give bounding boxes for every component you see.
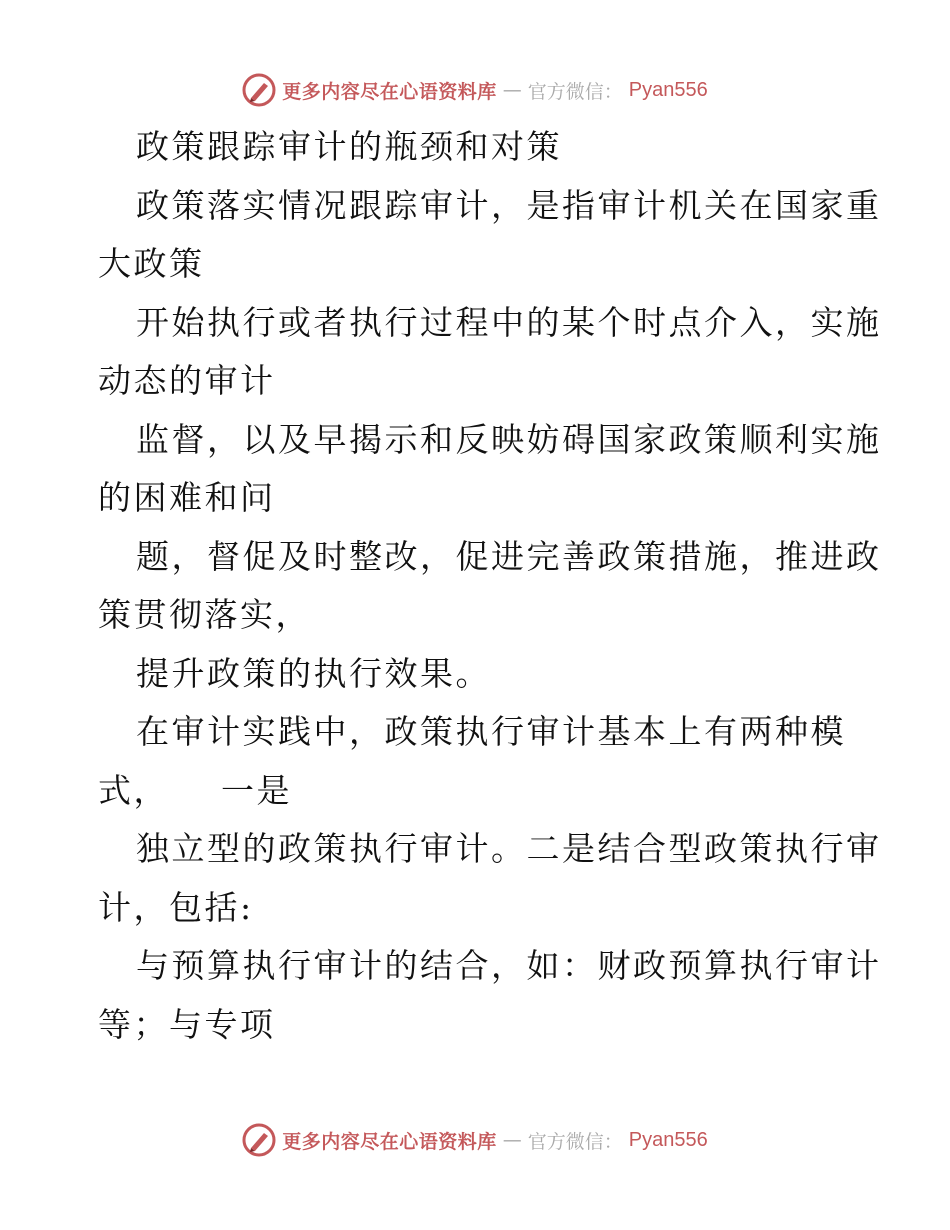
- wechat-label: 官方微信：: [527, 80, 623, 103]
- text-line: 动态的审计: [98, 361, 276, 400]
- document-body: [98, 118, 882, 1054]
- text-line: 大政策: [98, 244, 205, 283]
- banner-dash: —: [502, 1129, 522, 1151]
- text-line: 在审计实践中，政策执行审计基本上有两种模: [136, 712, 846, 751]
- header-banner: [0, 70, 950, 110]
- pen-logo-icon: [242, 1123, 276, 1157]
- text-line: 提升政策的执行效果。: [136, 653, 491, 693]
- text-line: 题，督促及时整改，促进完善政策措施，推进政: [136, 536, 882, 576]
- text-line: 监督，以及早揭示和反映妨碍国家政策顺利实施: [136, 419, 882, 459]
- text-line: 政策落实情况跟踪审计，是指审计机关在国家重: [136, 185, 882, 225]
- document-title: 政策跟踪审计的瓶颈和对策: [136, 127, 562, 166]
- wechat-label: 官方微信：: [527, 1130, 623, 1153]
- text-line: 开始执行或者执行过程中的某个时点介入，实施: [136, 302, 882, 342]
- wechat-id: Pyan556: [628, 78, 708, 101]
- banner-dash: —: [502, 79, 522, 101]
- wechat-id: Pyan556: [628, 1128, 708, 1151]
- pen-logo-icon: [242, 73, 276, 107]
- text-line: 策贯彻落实，: [98, 595, 311, 634]
- promo-text: 更多内容尽在心语资料库: [282, 1130, 497, 1153]
- promo-text: 更多内容尽在心语资料库: [282, 80, 497, 103]
- footer-banner: [0, 1120, 950, 1160]
- text-line: 独立型的政策执行审计。二是结合型政策执行审: [136, 829, 882, 868]
- text-line: 等；与专项: [98, 1004, 276, 1044]
- text-line: 计，包括:: [98, 887, 254, 927]
- text-line: 式， 一是: [98, 770, 292, 810]
- text-line: 与预算执行审计的结合，如：财政预算执行审计: [136, 946, 882, 985]
- text-line: 的困难和问: [98, 478, 276, 517]
